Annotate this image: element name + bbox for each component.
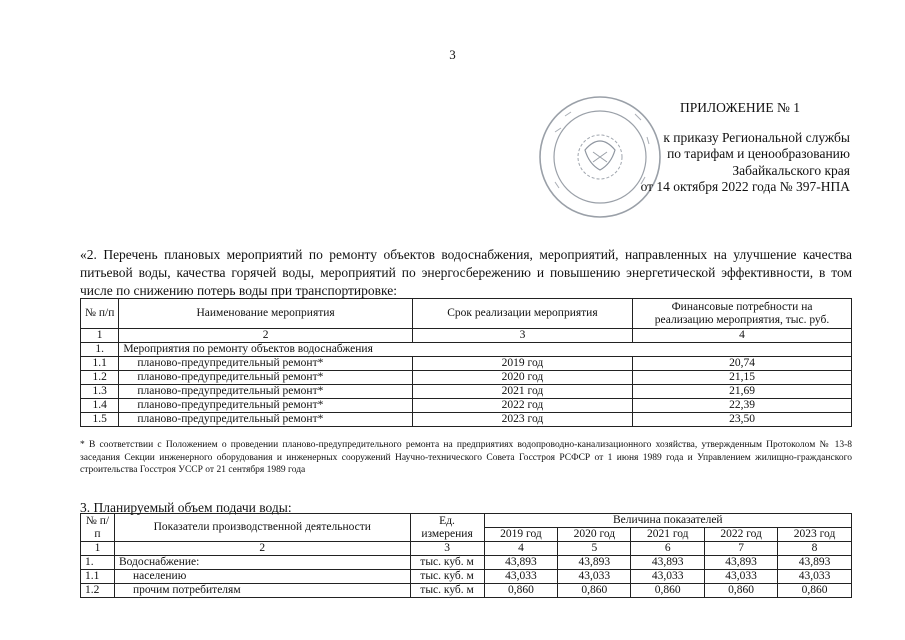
header-name: Наименование мероприятия xyxy=(119,299,412,329)
row-value: 43,033 xyxy=(631,570,705,584)
row-name: прочим потребителям xyxy=(114,584,410,598)
row-num: 1.1 xyxy=(81,357,119,371)
col-number: 7 xyxy=(705,542,778,556)
appendix-line: к приказу Региональной службы xyxy=(663,129,850,145)
appendix-line: по тарифам и ценообразованию xyxy=(667,146,850,161)
row-term: 2021 год xyxy=(412,385,632,399)
year-header: 2022 год xyxy=(705,528,778,542)
row-term: 2023 год xyxy=(412,413,632,427)
row-value: 0,860 xyxy=(705,584,778,598)
row-name: планово-предупредительный ремонт* xyxy=(119,357,412,371)
table-row xyxy=(81,399,852,413)
row-value: 43,033 xyxy=(778,570,852,584)
row-name: планово-предупредительный ремонт* xyxy=(119,371,412,385)
col-number: 5 xyxy=(558,542,631,556)
row-value: 43,893 xyxy=(484,556,558,570)
row-cost: 21,69 xyxy=(633,385,852,399)
row-unit: тыс. куб. м xyxy=(410,570,484,584)
header-unit: Ед. измерения xyxy=(410,514,484,542)
row-value: 0,860 xyxy=(484,584,558,598)
table-row xyxy=(81,371,852,385)
appendix-title: ПРИЛОЖЕНИЕ № 1 xyxy=(679,100,801,115)
col-number: 1 xyxy=(81,329,119,343)
table-row xyxy=(81,556,852,570)
row-cost: 21,15 xyxy=(633,371,852,385)
table-row xyxy=(81,357,852,371)
row-name: планово-предупредительный ремонт* xyxy=(119,399,412,413)
row-value: 43,033 xyxy=(705,570,778,584)
row-name: Водоснабжение: xyxy=(114,556,410,570)
repair-measures-table xyxy=(80,298,852,427)
appendix-line: Забайкальского края xyxy=(732,162,850,178)
year-header: 2020 год xyxy=(558,528,631,542)
table-row xyxy=(81,385,852,399)
col-number: 1 xyxy=(81,542,115,556)
row-value: 43,893 xyxy=(558,556,631,570)
col-number: 4 xyxy=(633,329,852,343)
header-term: Срок реализации мероприятия xyxy=(412,299,632,329)
row-name: планово-предупредительный ремонт* xyxy=(119,385,412,399)
header-cost-line1: Финансовые потребности на xyxy=(671,300,813,313)
row-name: планово-предупредительный ремонт* xyxy=(119,413,412,427)
row-name: населению xyxy=(114,570,410,584)
table-row xyxy=(81,584,852,598)
footnote: * В соответствии с Положением о проведении планово-предупредительного ремонта на предприятиях водопроводно-канализационного хозяйства, утвержденным Протоколом № 13-8 заседания Секции инженерного оборудования и инженерных сооружений Научно-технического Совета Госстроя РСФСР от 1 июня 1989 года и Управлением жилищно-гражданского строительства Госстроя УССР от 21 сентября 1989 года xyxy=(80,440,852,475)
row-cost: 23,50 xyxy=(633,413,852,427)
header-indicator: Показатели производственной деятельности xyxy=(114,514,410,542)
col-number: 3 xyxy=(412,329,632,343)
row-value: 43,033 xyxy=(558,570,631,584)
header-num: № п/п xyxy=(81,299,119,329)
row-num: 1.1 xyxy=(81,570,115,584)
row-value: 43,893 xyxy=(631,556,705,570)
row-num: 1. xyxy=(81,556,115,570)
header-cost xyxy=(633,299,852,329)
col-number: 8 xyxy=(778,542,852,556)
row-value: 0,860 xyxy=(631,584,705,598)
col-number: 2 xyxy=(119,329,412,343)
col-number: 3 xyxy=(410,542,484,556)
row-num: 1.5 xyxy=(81,413,119,427)
row-value: 43,893 xyxy=(705,556,778,570)
table-row xyxy=(81,570,852,584)
row-term: 2020 год xyxy=(412,371,632,385)
row-value: 0,860 xyxy=(778,584,852,598)
year-header: 2021 год xyxy=(631,528,705,542)
group-num: 1. xyxy=(81,343,119,357)
row-num: 1.2 xyxy=(81,371,119,385)
col-number: 4 xyxy=(484,542,558,556)
header-cost-line2: реализацию мероприятия, тыс. руб. xyxy=(654,313,830,326)
year-header: 2023 год xyxy=(778,528,852,542)
row-num: 1.3 xyxy=(81,385,119,399)
year-header: 2019 год xyxy=(484,528,558,542)
table-row xyxy=(81,413,852,427)
appendix-line: от 14 октября 2022 года № 397-НПА xyxy=(640,179,850,194)
row-term: 2019 год xyxy=(412,357,632,371)
section-3-heading: 3. Планируемый объем подачи воды: xyxy=(80,500,292,515)
row-value: 0,860 xyxy=(558,584,631,598)
water-supply-volume-table xyxy=(80,513,852,598)
appendix-header xyxy=(560,100,850,196)
row-value: 43,893 xyxy=(778,556,852,570)
row-unit: тыс. куб. м xyxy=(410,584,484,598)
row-value: 43,033 xyxy=(484,570,558,584)
row-term: 2022 год xyxy=(412,399,632,413)
row-num: 1.4 xyxy=(81,399,119,413)
row-cost: 22,39 xyxy=(633,399,852,413)
page-number: 3 xyxy=(449,47,456,62)
row-cost: 20,74 xyxy=(633,357,852,371)
row-unit: тыс. куб. м xyxy=(410,556,484,570)
header-num: № п/п xyxy=(81,514,115,542)
col-number: 2 xyxy=(114,542,410,556)
group-name: Мероприятия по ремонту объектов водоснабжения xyxy=(119,343,852,357)
section-2-heading: «2. Перечень плановых мероприятий по ремонту объектов водоснабжения, мероприятий, направленных на улучшение качества питьевой воды, качества горячей воды, мероприятий по энергосбережению и повышению энергетической эффективности, в том числе по снижению потерь воды при транспортировке: xyxy=(80,247,852,298)
row-num: 1.2 xyxy=(81,584,115,598)
header-values: Величина показателей xyxy=(484,514,851,528)
col-number: 6 xyxy=(631,542,705,556)
